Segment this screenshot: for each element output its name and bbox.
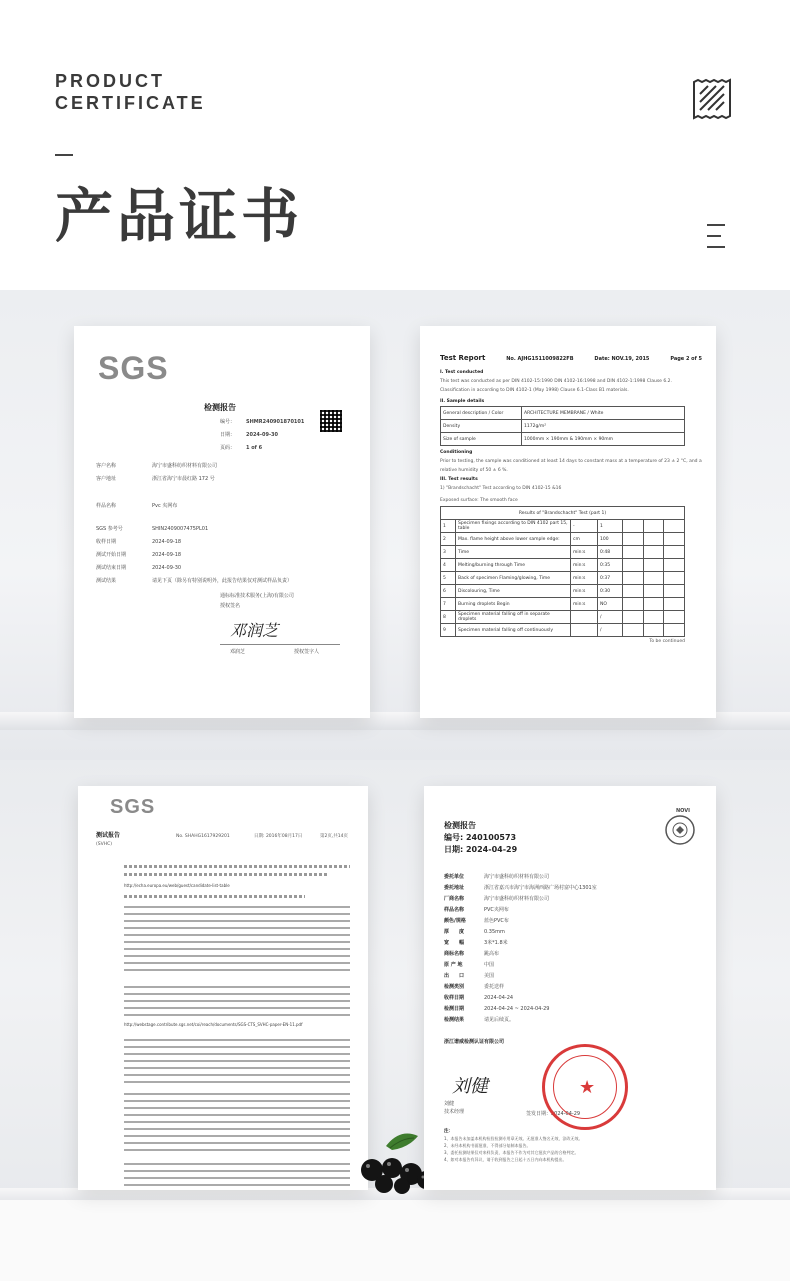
doc4-date: 日期: 2024-04-29 — [444, 845, 518, 854]
signature: 刘健 — [452, 1076, 488, 1097]
table-row: 1 Specimen fixings according to DIN 4102 part 15, table - 1 — [441, 520, 685, 533]
doc4-fields — [444, 872, 694, 1026]
to-be-continued: To be continued — [649, 639, 685, 644]
echa-link[interactable]: http://echa.europa.eu/web/guest/candidate-list-table — [124, 883, 230, 888]
eyebrow-text — [55, 70, 206, 114]
signature: 邓润芝 — [230, 621, 279, 640]
field-row: 厂商名称 海宁市盛科纺织材料有限公司 — [444, 896, 550, 902]
table-row: Density 1172g/m² — [441, 420, 685, 433]
field-row: 样品名称 Pvc 夹网布 — [96, 503, 178, 509]
sgs-svhc-link[interactable]: http://webstage.contribute.sgs.net/coi/reach/documents/SGS-CTS_SVHC-paper-EN-11.pdf — [124, 1022, 303, 1027]
section-test-results: III. Test results — [440, 477, 478, 482]
official-seal-stamp: ★ — [542, 1044, 628, 1130]
paragraph-block — [124, 1163, 350, 1190]
field-row: 测试结束日期 2024-09-30 — [96, 565, 182, 571]
field-row: 收样日期 2024-09-18 — [96, 539, 182, 545]
field-row: 样品名称 PVC夹网布 — [444, 907, 509, 913]
page-footer-space — [0, 1200, 790, 1281]
doc2-title: Test Report — [440, 354, 486, 362]
results-table — [440, 506, 685, 637]
doc2-date: Date: NOV.19, 2015 — [594, 356, 650, 362]
novi-logo-icon — [658, 810, 702, 860]
eyebrow-line-1: PRODUCT — [55, 71, 165, 91]
doc2-body — [440, 368, 702, 646]
field-row: 原 产 地 中国 — [444, 962, 495, 968]
field-row: 委托地址 浙江省嘉兴市海宁市海洲西路广场村富中心1301室 — [444, 885, 597, 891]
section-text: 1) "Brandschacht" Test according to DIN 4102-15 &16 — [440, 486, 562, 491]
field-row: 检测日期 2024-04-24 ~ 2024-04-29 — [444, 1006, 550, 1012]
sgs-logo: SGS — [98, 350, 169, 386]
sgs-report-card[interactable] — [74, 326, 370, 718]
doc1-org: 通标标准技术服务(上海)有限公司 — [220, 593, 294, 599]
doc4-no: 编号: 240100573 — [444, 833, 517, 842]
field-row: 颜色/规格 蓝色PVC布 — [444, 918, 509, 924]
eyebrow-line-2: CERTIFICATE — [55, 93, 206, 113]
table-header: Results of "Brandschacht" Test (part 1) — [441, 507, 685, 520]
notes-title: 注： — [444, 1129, 453, 1134]
doc3-no: No. SHAHG1617929201 — [176, 834, 230, 839]
note-item: 4、如对本报告有异议，请于收到报告之日起十五日内向本机构提出。 — [444, 1157, 567, 1162]
doc3-body — [124, 860, 350, 1190]
field-row: 检测结果 请见后续页。 — [444, 1017, 515, 1023]
table-row: 8 Specimen material falling off in separate droplets / — [441, 611, 685, 624]
doc3-page: 第2页,共14页 — [320, 834, 349, 839]
field-row: 测试结果 请见下页（除另有特别说明外，此报告结果仅对测试样品负责） — [96, 578, 293, 584]
field-row: 委托单位 海宁市盛科纺织材料有限公司 — [444, 874, 550, 880]
novi-report-card[interactable] — [424, 786, 716, 1190]
meta-row: 日期： 2024-09-30 — [220, 432, 278, 438]
signer-role: 技术经理 — [444, 1109, 465, 1115]
field-row: 宽 幅 3米*1.8米 — [444, 940, 508, 946]
section-test-conducted: I. Test conducted — [440, 370, 484, 375]
exposed-surface: Exposed surface: The smooth face — [440, 498, 518, 503]
issue-date: 签发日期：2024-04-29 — [526, 1111, 581, 1117]
table-row: 4 Melting/burning through Time min:s 0:35 — [441, 559, 685, 572]
doc1-meta — [220, 416, 320, 455]
text-line — [124, 895, 305, 898]
paragraph-block — [124, 1039, 350, 1083]
meta-row: 页码： 1 of 6 — [220, 445, 263, 451]
field-row: SGS 参考号 SHIN2409007475PL01 — [96, 526, 209, 532]
page-title: 产品证书 — [55, 182, 304, 250]
doc1-fields — [96, 460, 356, 588]
sgs-logo: SGS — [110, 796, 156, 818]
doc3-date: 日期: 2016年08月17日 — [254, 834, 303, 839]
note-item: 1、本报告未加盖本机构检验检测专用章无效。无批准人签名无效，涂改无效。 — [444, 1136, 583, 1141]
doc2-report-no: No. AJHG1511009822FB — [506, 356, 574, 362]
doc4-title: 检测报告 — [444, 821, 476, 830]
table-row: 9 Specimen material falling off continuously / — [441, 624, 685, 637]
field-row: 客户地址 浙江省海宁市晨红路 172 号 — [96, 476, 215, 482]
qr-code-icon — [320, 410, 342, 432]
doc1-title: 检测报告 — [204, 403, 236, 412]
section-text: This test was conducted as per DIN 4102-15:1990 DIN 4102-16:1998 and DIN 4102-1:1998 Clause 6.2. Classification in according to DIN 4102-1 (May 1998) Clause 6.1-Class B1 materials. — [440, 379, 672, 393]
doc2-header — [440, 354, 702, 362]
divider-dash — [55, 154, 73, 156]
field-row: 测试开始日期 2024-09-18 — [96, 552, 182, 558]
field-row: 客户名称 海宁市盛科纺织材料有限公司 — [96, 463, 218, 469]
table-row: 2 Max. flame height above lower sample edge: cm 100 — [441, 533, 685, 546]
signer-role: 授权签字人 — [294, 649, 320, 655]
table-row: 5 Back of specimen Flaming/glowing, Time min:s 0:37 — [441, 572, 685, 585]
paragraph-block — [124, 906, 350, 976]
doc1-org-sub: 授权签名 — [220, 603, 241, 609]
signer-name: 刘健 — [444, 1101, 455, 1107]
doc2-page: Page 2 of 5 — [670, 356, 702, 362]
table-row: 3 Time min:s 0:48 — [441, 546, 685, 559]
doc3-title: 测试报告 — [96, 832, 121, 839]
doc4-org: 浙江谱威检测认证有限公司 — [444, 1039, 505, 1045]
page-header — [0, 0, 790, 290]
field-row: 商标名称 跳高布 — [444, 951, 500, 957]
table-row: General description / Color ARCHITECTURE MEMBRANE / White — [441, 407, 685, 420]
section-conditioning: Conditioning — [440, 450, 473, 455]
svhc-report-card[interactable] — [78, 786, 368, 1190]
doc4-signer — [444, 1100, 464, 1116]
signature-line — [220, 644, 340, 645]
brand-pattern-icon — [690, 76, 734, 120]
field-row: 厚 度 0.35mm — [444, 929, 505, 935]
menu-icon[interactable] — [707, 222, 725, 250]
sample-details-table — [440, 406, 685, 446]
test-report-card[interactable] — [420, 326, 716, 718]
note-item: 2、未经本机构书面批准，不得部分复制本报告。 — [444, 1143, 531, 1148]
field-row: 出 口 美国 — [444, 973, 495, 979]
doc4-notes — [444, 1128, 704, 1163]
meta-row: 编号： SHMR240901870101 — [220, 419, 305, 425]
doc3-subtitle: (SVHC) — [96, 842, 112, 847]
signer-name: 邓润芝 — [230, 649, 246, 655]
table-row: 7 Burning droplets Begin min:s NO — [441, 598, 685, 611]
text-line — [124, 865, 350, 868]
novi-logo-text: NOVI — [676, 808, 691, 814]
note-item: 3、委托检测结果仅对来样负责，本报告不作为对其它批次产品的合格判定。 — [444, 1150, 579, 1155]
field-row: 收样日期 2024-04-24 — [444, 995, 514, 1001]
table-row: Size of sample 1000mm × 190mm & 190mm × 90mm — [441, 433, 685, 446]
section-sample-details: II. Sample details — [440, 399, 485, 404]
text-line — [124, 873, 327, 876]
field-row: 检测类别 委托送样 — [444, 984, 505, 990]
doc4-header — [444, 820, 517, 856]
table-row: 6 Discolouring, Time min:s 0:30 — [441, 585, 685, 598]
paragraph-block — [124, 1093, 350, 1153]
section-text: Prior to testing, the sample was conditioned at least 14 days to constant mass at a temperature of 23 ± 2 °C, and a relative humidity of 50 ± 6 %. — [440, 459, 702, 473]
paragraph-block — [124, 986, 350, 1016]
